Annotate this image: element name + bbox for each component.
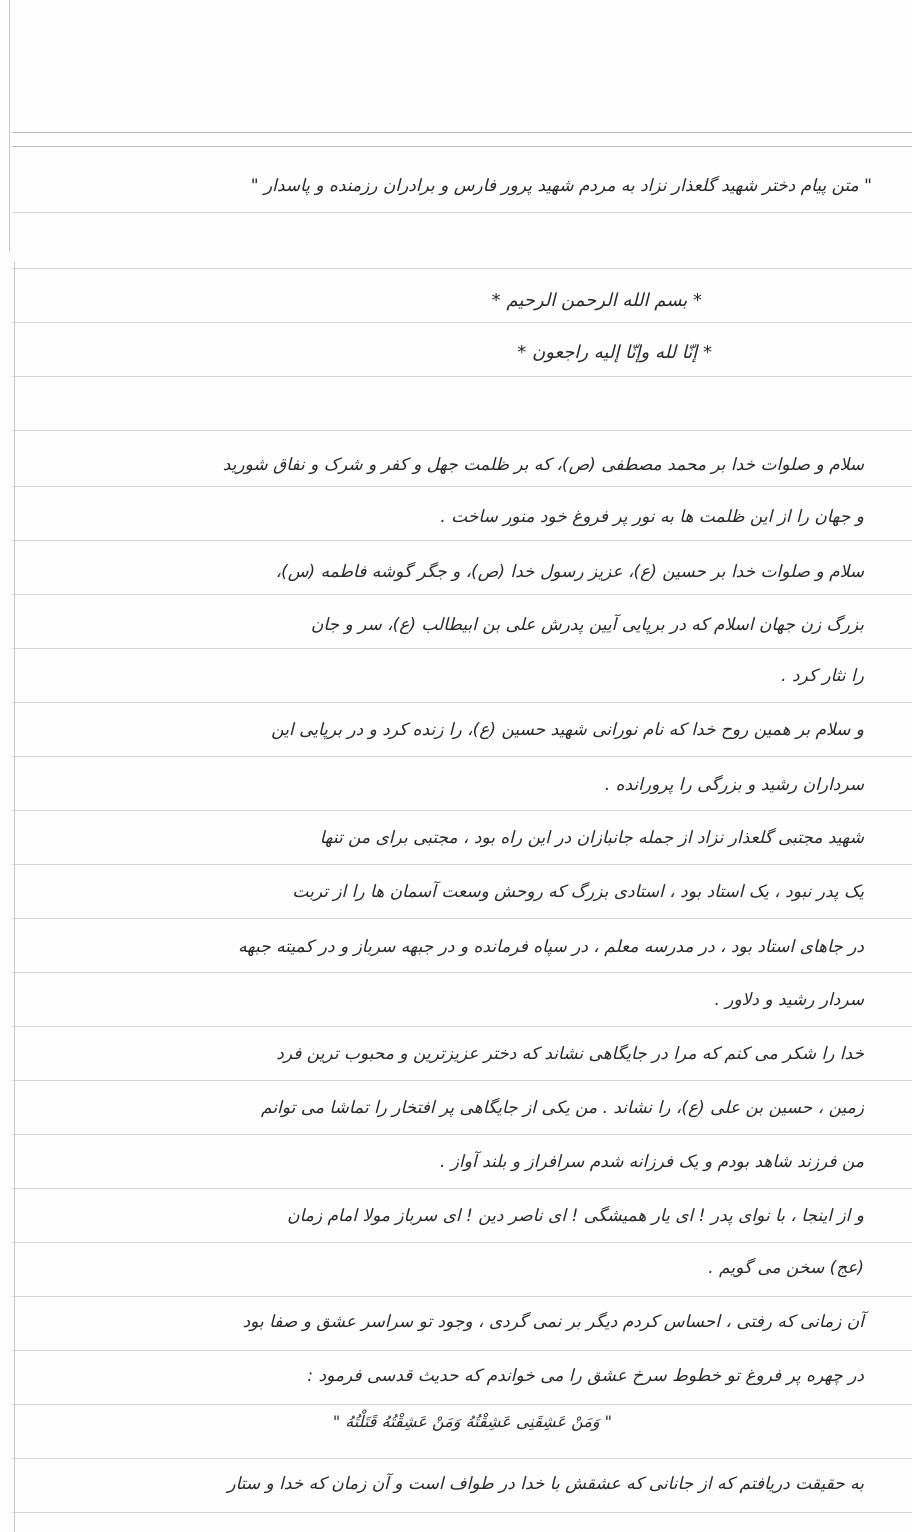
ruled-line — [12, 1350, 912, 1351]
ruled-line — [12, 212, 912, 213]
ruled-line — [12, 1242, 912, 1243]
ruled-line — [12, 1296, 912, 1297]
ruled-line — [12, 594, 912, 595]
ruled-line — [12, 430, 912, 431]
ruled-line — [12, 1026, 912, 1027]
letter-line: آن زمانی که رفتی ، احساس کردم دیگر بر نمی گردی ، وجود تو سراسر عشق و صفا بود — [242, 1312, 864, 1332]
ruled-line — [12, 1458, 912, 1459]
ruled-line — [12, 1134, 912, 1135]
letter-line: خدا را شکر می کنم که مرا در جایگاهی نشاند که دختر عزیزترین و محبوب ترین فرد — [276, 1044, 864, 1064]
ruled-line — [12, 1512, 912, 1513]
ruled-line — [12, 648, 912, 649]
ruled-line — [12, 1080, 912, 1081]
ruled-line — [12, 918, 912, 919]
ruled-line — [12, 864, 912, 865]
margin-line — [9, 0, 10, 252]
margin-line — [14, 262, 15, 1532]
hadith-quote: " وَمَنْ عَشِقَنِی عَشِقْتُهُ وَمَنْ عَشِقْتُهُ قَتَلْتُهُ " — [332, 1412, 612, 1431]
letter-line: سردار رشید و دلاور . — [714, 990, 864, 1010]
letter-line: را نثار کرد . — [781, 666, 864, 686]
ruled-line — [12, 132, 912, 133]
letter-line: در چهره پر فروغ تو خطوط سرخ عشق را می خواندم که حدیث قدسی فرمود : — [307, 1366, 864, 1386]
ruled-line — [12, 1404, 912, 1405]
letter-heading: " متن پیام دختر شهید گلعذار نزاد به مردم شهید پرور فارس و برادران رزمنده و پاسدار " — [250, 176, 872, 196]
ruled-line — [12, 322, 912, 323]
ruled-line — [12, 146, 912, 147]
letter-line: یک پدر نبود ، یک استاد بود ، استادی بزرگ که روحش وسعت آسمان ها را از تربت — [292, 882, 864, 902]
letter-line: و جهان را از این ظلمت ها به نور پر فروغ خود منور ساخت . — [440, 507, 864, 527]
letter-line: و سلام بر همین روح خدا که نام نورانی شهید حسین (ع)، را زنده کرد و در برپایی این — [271, 720, 864, 740]
ruled-line — [12, 1188, 912, 1189]
letter-line: بزرگ زن جهان اسلام که در برپایی آیین پدرش علی بن ابیطالب (ع)، سر و جان — [310, 615, 864, 635]
letter-line: سرداران رشید و بزرگی را پرورانده . — [604, 775, 864, 795]
letter-line: سلام و صلوات خدا بر محمد مصطفی (ص)، که بر ظلمت جهل و کفر و شرک و نفاق شورید — [222, 455, 864, 475]
letter-line: زمین ، حسین بن علی (ع)، را نشاند . من یکی از جایگاهی پر افتخار را تماشا می توانم — [261, 1098, 864, 1118]
letter-line: و از اینجا ، با نوای پدر ! ای یار همیشگی ! ای ناصر دین ! ای سرباز مولا امام زمان — [287, 1206, 864, 1226]
ruled-line — [12, 972, 912, 973]
letter-line: (عج) سخن می گویم . — [708, 1258, 864, 1278]
letter-line: در جاهای استاد بود ، در مدرسه معلم ، در سپاه فرمانده و در جبهه سرباز و در کمیته جبهه — [238, 937, 864, 957]
ruled-line — [12, 268, 912, 269]
ruled-line — [12, 376, 912, 377]
ruled-line — [12, 702, 912, 703]
invocation-bismillah: * بسم الله الرحمن الرحیم * — [491, 290, 702, 311]
letter-line: شهید مجتبی گلعذار نزاد از جمله جانبازان در این راه بود ، مجتبی برای من تنها — [319, 828, 864, 848]
ruled-line — [12, 756, 912, 757]
letter-line: به حقیقت دریافتم که از جانانی که عشقش با خدا در طواف است و آن زمان که خدا و ستار — [227, 1474, 864, 1494]
ruled-line — [12, 540, 912, 541]
letter-line: من فرزند شاهد بودم و یک فرزانه شدم سرافراز و بلند آواز . — [440, 1152, 864, 1172]
ruled-line — [12, 486, 912, 487]
invocation-inna-lillah: * إنّا لله وإنّا إلیه راجعون * — [517, 342, 712, 363]
ruled-line — [12, 810, 912, 811]
letter-line: سلام و صلوات خدا بر حسین (ع)، عزیز رسول خدا (ص)، و جگر گوشه فاطمه (س)، — [275, 562, 864, 582]
